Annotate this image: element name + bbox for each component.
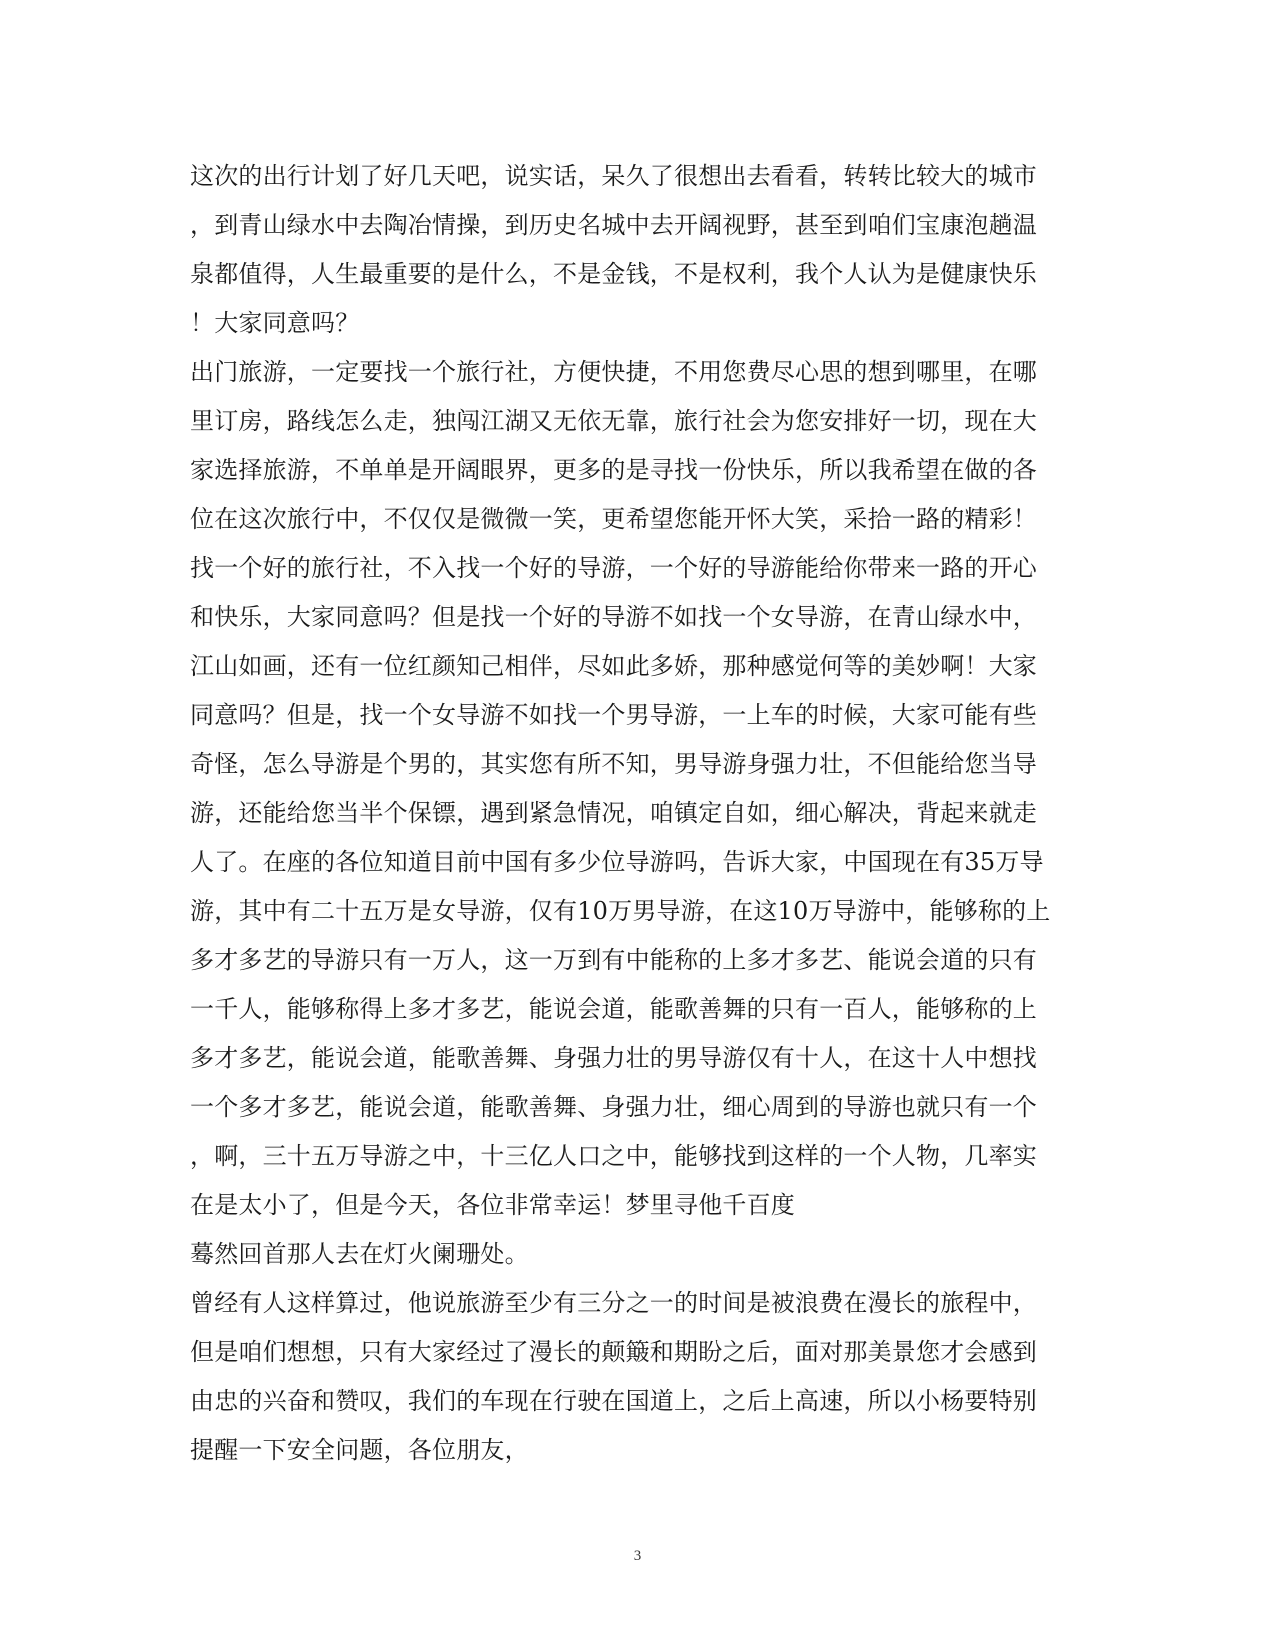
text-line: 里订房，路线怎么走，独闯江湖又无依无靠，旅行社会为您安排好一切，现在大 <box>190 407 1037 435</box>
text-line: 蓦然回首那人去在灯火阑珊处。 <box>190 1240 529 1268</box>
text-line: 人了。在座的各位知道目前中国有多少位导游吗，告诉大家，中国现在有35万导 <box>190 848 1044 876</box>
text-line: 提醒一下安全问题，各位朋友， <box>190 1436 529 1464</box>
text-line: 同意吗？但是，找一个女导游不如找一个男导游，一上车的时候，大家可能有些 <box>190 701 1037 729</box>
text-line: 一千人，能够称得上多才多艺，能说会道，能歌善舞的只有一百人，能够称的上 <box>190 995 1037 1023</box>
document-body <box>190 152 1070 1475</box>
text-line: ，啊，三十五万导游之中，十三亿人口之中，能够找到这样的一个人物，几率实 <box>190 1142 1037 1170</box>
text-line: 一个多才多艺，能说会道，能歌善舞、身强力壮，细心周到的导游也就只有一个 <box>190 1093 1037 1121</box>
text-line: 泉都值得，人生最重要的是什么，不是金钱，不是权利，我个人认为是健康快乐 <box>190 260 1037 288</box>
text-line: 和快乐，大家同意吗？但是找一个好的导游不如找一个女导游，在青山绿水中， <box>190 603 1037 631</box>
text-line: 在是太小了，但是今天，各位非常幸运！梦里寻他千百度 <box>190 1191 795 1219</box>
text-line: 曾经有人这样算过，他说旅游至少有三分之一的时间是被浪费在漫长的旅程中， <box>190 1289 1037 1317</box>
page-number: 3 <box>633 1548 642 1564</box>
text-line: 找一个好的旅行社，不入找一个好的导游，一个好的导游能给你带来一路的开心 <box>190 554 1037 582</box>
text-line: 江山如画，还有一位红颜知己相伴，尽如此多娇，那种感觉何等的美妙啊！大家 <box>190 652 1037 680</box>
text-line: ，到青山绿水中去陶冶情操，到历史名城中去开阔视野，甚至到咱们宝康泡趟温 <box>190 211 1037 239</box>
text-line: 由忠的兴奋和赞叹，我们的车现在行驶在国道上，之后上高速，所以小杨要特别 <box>190 1387 1037 1415</box>
text-line: 游，其中有二十五万是女导游，仅有10万男导游，在这10万导游中，能够称的上 <box>190 897 1051 925</box>
text-line: 出门旅游，一定要找一个旅行社，方便快捷，不用您费尽心思的想到哪里，在哪 <box>190 358 1037 386</box>
text-line: ！大家同意吗？ <box>190 309 360 337</box>
text-line: 位在这次旅行中，不仅仅是微微一笑，更希望您能开怀大笑，采拾一路的精彩！ <box>190 505 1037 533</box>
text-line: 但是咱们想想，只有大家经过了漫长的颠簸和期盼之后，面对那美景您才会感到 <box>190 1338 1037 1366</box>
text-line: 这次的出行计划了好几天吧，说实话，呆久了很想出去看看，转转比较大的城市 <box>190 162 1037 190</box>
text-line: 游，还能给您当半个保镖，遇到紧急情况，咱镇定自如，细心解决，背起来就走 <box>190 799 1037 827</box>
text-line: 奇怪，怎么导游是个男的，其实您有所不知，男导游身强力壮，不但能给您当导 <box>190 750 1037 778</box>
text-line: 多才多艺的导游只有一万人，这一万到有中能称的上多才多艺、能说会道的只有 <box>190 946 1037 974</box>
text-line: 家选择旅游，不单单是开阔眼界，更多的是寻找一份快乐，所以我希望在做的各 <box>190 456 1037 484</box>
text-line: 多才多艺，能说会道，能歌善舞、身强力壮的男导游仅有十人，在这十人中想找 <box>190 1044 1037 1072</box>
